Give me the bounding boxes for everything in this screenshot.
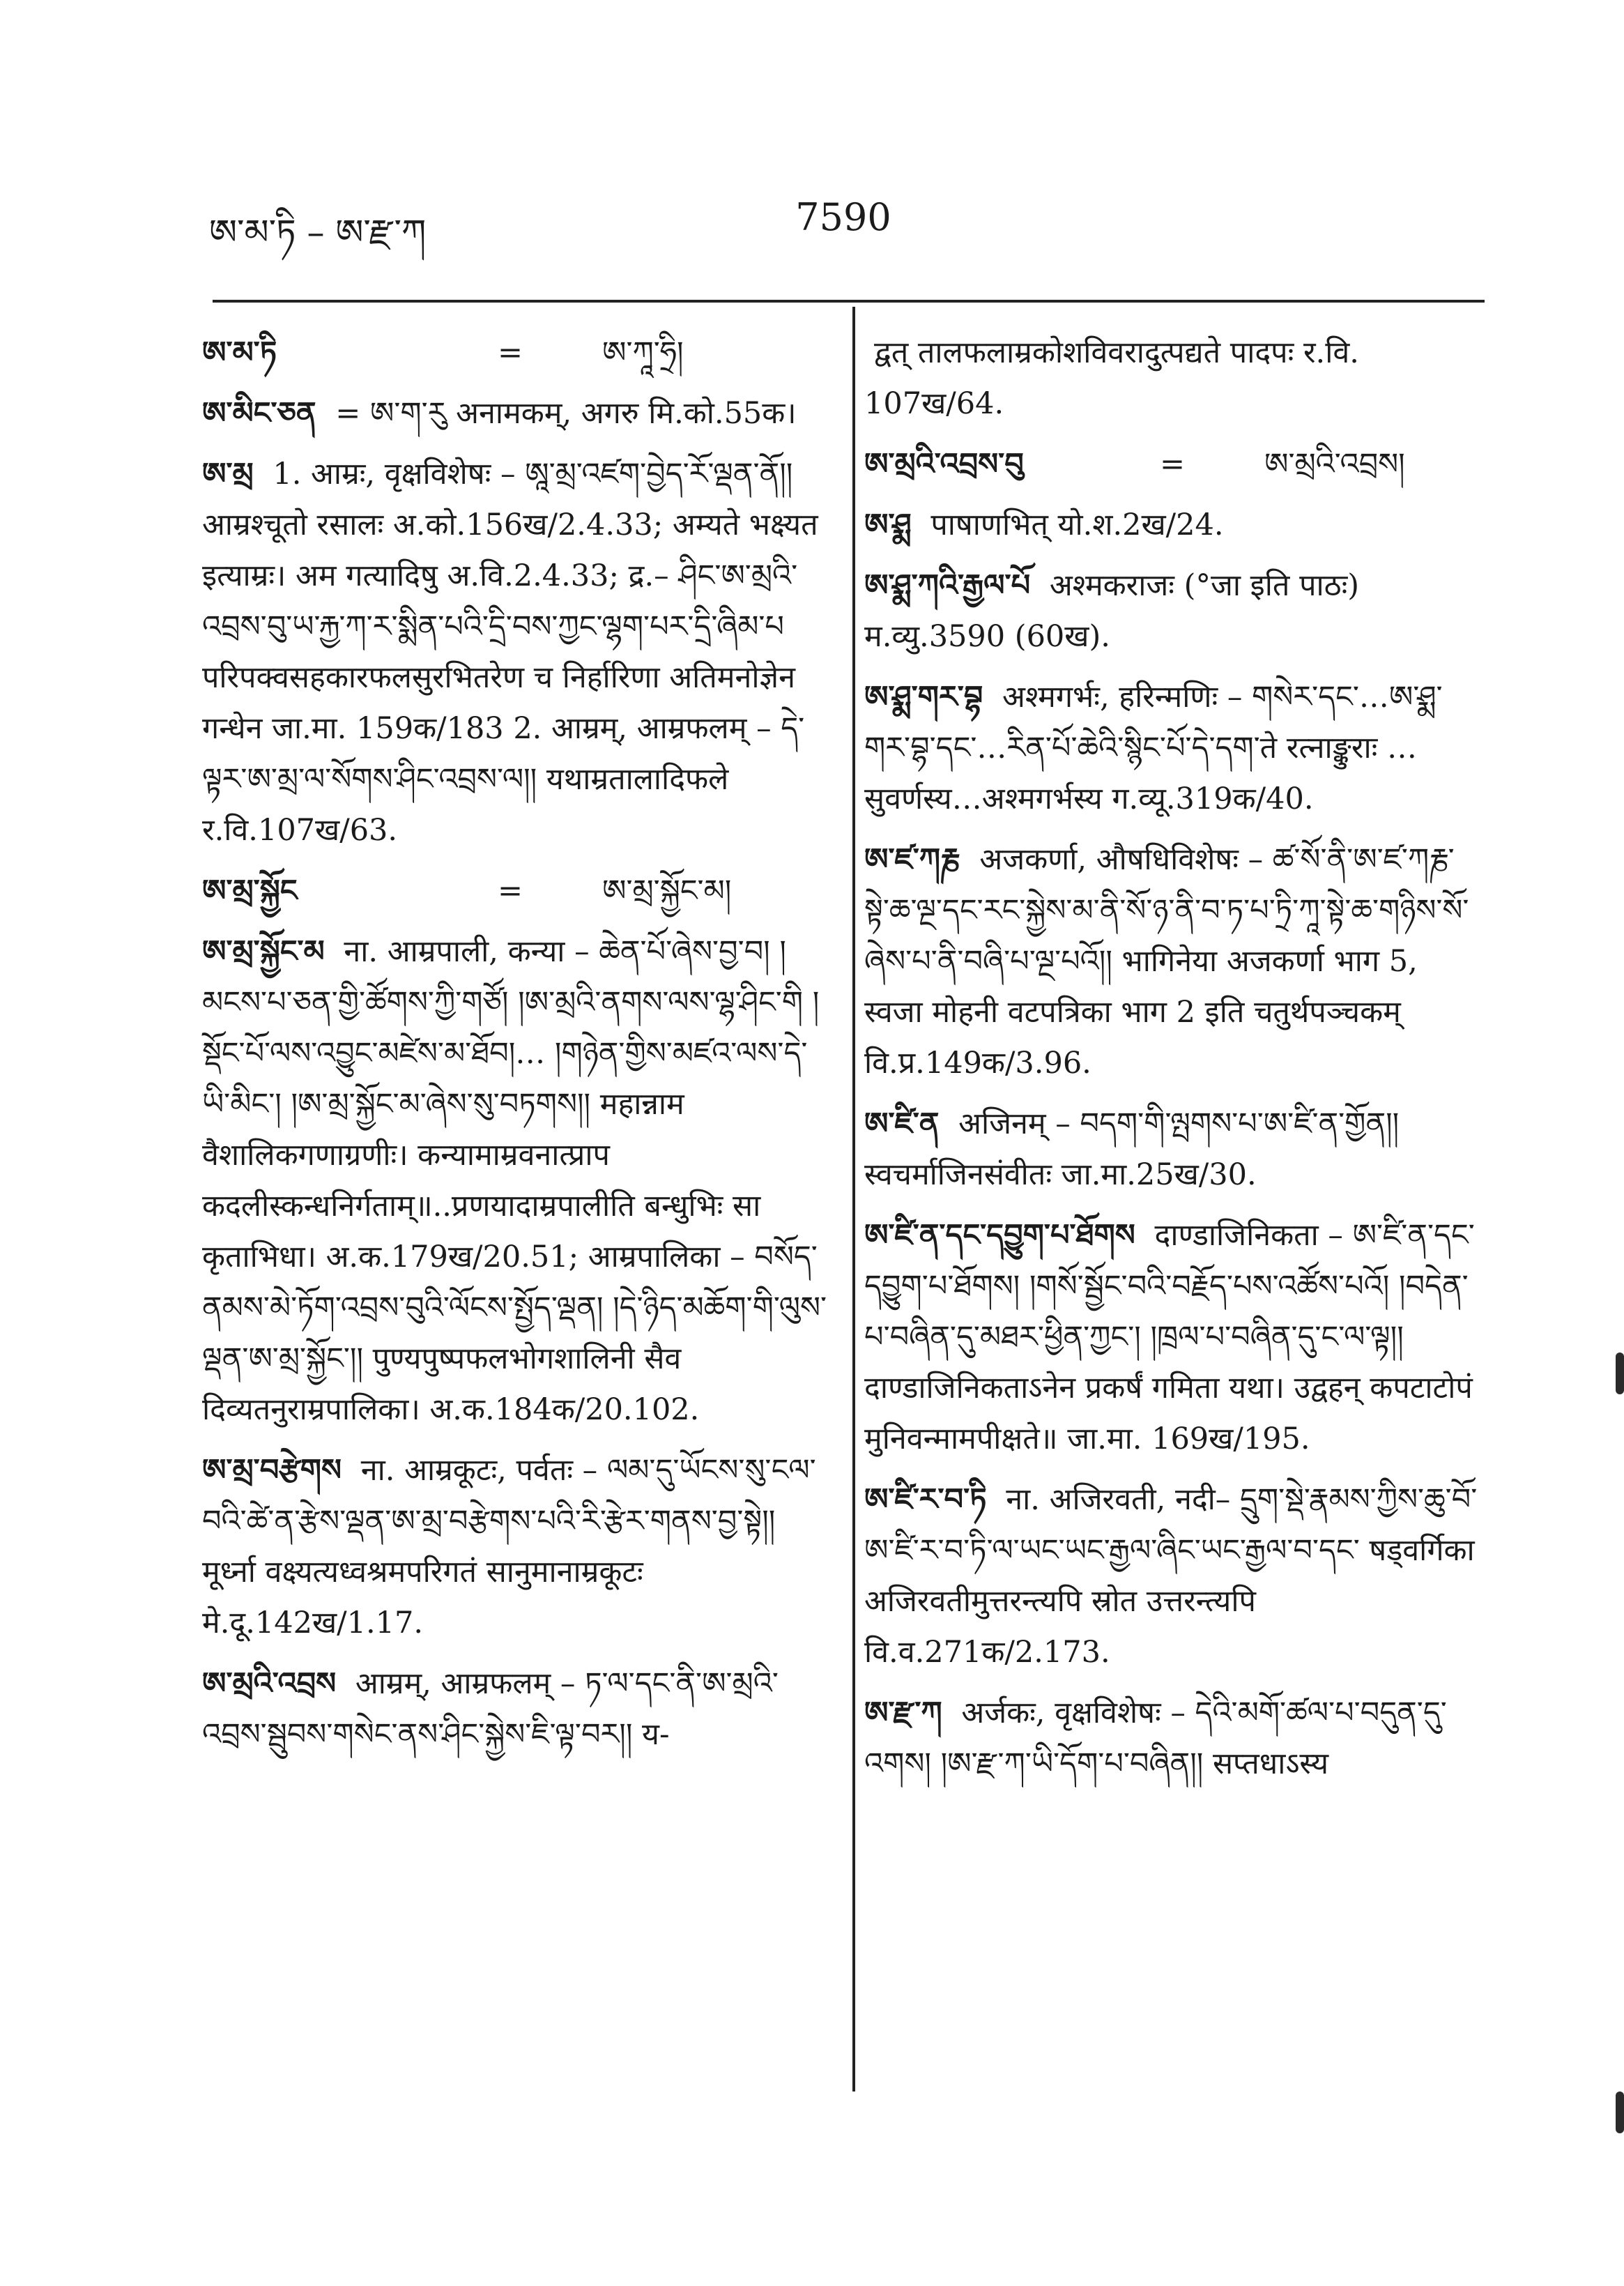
dictionary-entry-continuation: [864, 328, 1478, 429]
page-header: [202, 188, 1485, 252]
dictionary-entry: [864, 672, 1478, 825]
dictionary-entry: [864, 500, 1478, 551]
headword: ཨ་རྫ་ཀ: [864, 1696, 942, 1730]
entry-body: अजिनम् – བདག་གི་ལྤགས་པ་ཨ་ཛི་ན་གྱོན།། स्वचर्माजिनसंवीतः जा.मा.25ख/30.: [864, 1106, 1400, 1192]
headword: ཨ་མྲ་སྐྱོང: [202, 874, 298, 908]
entry-body: पाषाणभित् यो.श.2ख/24.: [930, 508, 1224, 542]
dictionary-entry: [202, 328, 829, 379]
dictionary-entry: [864, 1210, 1478, 1465]
equals-sign: =: [1160, 447, 1186, 482]
headword: ཨ་ཤྨ་ཀའི་རྒྱལ་པོ: [864, 568, 1031, 603]
headword: ཨ་ཛི་ན: [864, 1106, 940, 1141]
headword: ཨ་ཤྨ་གར་བྷ: [864, 680, 983, 715]
dictionary-entry: [864, 835, 1478, 1089]
headword: ཨ་ཛི་ན་དང་དབྱུག་པ་ཐོགས: [864, 1218, 1135, 1253]
entry-body: अजकर्णा, औषधिविशेषः – ཚ་སོ་ནི་ཨ་ཛ་ཀརྞ་སྟེ་ཆ་ལྔ་དང་རང་སྐྱེས་མ་ནི་སོ་ཉ་ནི་བ་ཏ་པ་ཏྲི་ཀཱ་སྟེ་ཆ་གཉིས་སོ་ཞེས་པ་ནི་བཞི་པ་ལྔ་པའོ།། भागिनेया अजकर्णा भाग 5, स्वजा मोहनी वटपत्रिका भाग 2 इति चतुर्थपञ्चकम् वि.प्र.149क/3.96.: [864, 842, 1469, 1081]
headword: ཨ་མྲའི་འབྲས་བུ: [864, 447, 1024, 482]
entry-body: द्वत् तालफलाम्रकोशविवरादुत्पद्यते पादपः र.वि. 107ख/64.: [864, 335, 1359, 421]
scan-edge-mark: [1616, 1352, 1624, 1394]
entry-body: 1. आम्रः, वृक्षविशेषः – ཨཱ་མྲ་འཛག་བྱེད་རོ་ལྡན་ནོ།། आम्रश्चूतो रसालः अ.को.156ख/2.4.33; अम्यते भक्ष्यत इत्याम्रः। अम गत्यादिषु अ.वि.2.4.33; द्र.– ཤིང་ཨ་མྲའི་འབྲས་བུ་ཡ་རྐྱ་ཀ་ར་སྨིན་པའི་དྲི་བས་ཀྱང་ལྷག་པར་དྲི་ཞིམ་པ परिपक्वसहकारफलसुरभितरेण च निर्हारिणा अतिमनोज्ञेन गन्धेन जा.मा. 159क/183 2. आम्रम्, आम्रफलम् – དེ་ལྟར་ཨ་མྲ་ལ་སོགས་ཤིང་འབྲས་ལ།། यथाम्रतालादिफले र.वि.107ख/63.: [202, 457, 818, 848]
dictionary-entry: [864, 561, 1478, 662]
headword: ཨ་མིང་ཅན: [202, 396, 316, 431]
entry-body: ཨ་ཀཱ་ཧྲི།: [602, 335, 684, 370]
entry-body: ཨ་མྲ་སྐྱོང་མ།: [602, 874, 732, 908]
entry-body: अश्मगर्भः, हरिन्मणिः – གསེར་དང་…ཨ་ཤྨ་གར་བྷ་དང་…རིན་པོ་ཆེའི་སྙིང་པོ་དེ་དག་ते रत्नाङ्कुराः …सुवर्णस्य…अश्मगर्भस्य ग.व्यू.319क/40.: [864, 680, 1443, 816]
dictionary-entry: [202, 388, 829, 439]
column-divider: [852, 307, 855, 2091]
dictionary-entry: [202, 1445, 829, 1649]
dictionary-entry: [202, 927, 829, 1435]
dictionary-entry: [864, 1688, 1478, 1790]
header-rule: [213, 300, 1485, 303]
right-column: [864, 328, 1478, 1799]
left-column: [202, 328, 829, 1770]
entry-body: ना. आम्रपाली, कन्या – ཆེན་པོ་ཞེས་བྱ་བ། །མངས་པ་ཅན་གྱི་ཚོགས་ཀྱི་གཙོ། །ཨ་མྲའི་ནགས་ལས་ལྷ་ཤིང་གི །སྡོང་པོ་ལས་འབྱུང་མཛེས་མ་ཐོབ།… །གཉེན་གྱིས་མཛའ་ལས་དེ་ཡི་མིང་། །ཨ་མྲ་སྐྱོང་མ་ཞེས་སུ་བཏགས།། महान्नाम वैशालिकगणाग्रणीः। कन्यामाम्रवनात्प्राप कदलीस्कन्धनिर्गताम्॥..प्रणयादाम्रपालीति बन्धुभिः सा कृताभिधा। अ.क.179ख/20.51; आम्रपालिका – བསོད་ནམས་མེ་ཏོག་འབྲས་བུའི་ལོངས་སྤྱོད་ལྡན། །དེ་ཉིད་མཆོག་གི་ལུས་ལྡན་ཨ་མྲ་སྐྱོང་།། पुण्यपुष्पफलभोगशालिनी सैव दिव्यतनुराम्रपालिका। अ.क.184क/20.102.: [202, 934, 827, 1427]
running-head: ཨ་མ་ཏི – ཨ་རྫ་ཀ: [209, 212, 427, 252]
headword: ཨ་མྲ་བརྩེགས: [202, 1453, 342, 1488]
entry-body: ना. आम्रकूटः, पर्वतः – ལམ་དུ་ཡོངས་སུ་ངལ་བའི་ཚེ་ན་རྩེས་ལྡན་ཨ་མྲ་བརྩེགས་པའི་རི་རྩེར་གནས་བྱ་སྟེ།། मूर्ध्ना वक्ष्यत्यध्वश्रमपरिगतं सानुमानाम्रकूटः मे.दू.142ख/1.17.: [202, 1453, 816, 1640]
scan-edge-mark: [1616, 2091, 1624, 2133]
dictionary-entry: [864, 439, 1478, 490]
entry-body: आम्रम्, आम्रफलम् – ཏ་ལ་དང་ནི་ཨ་མྲའི་འབྲས་སྦུབས་གསེང་ནས་ཤིང་སྐྱེས་ཇི་ལྟ་བར།། य-: [202, 1666, 779, 1752]
entry-body: अश्मकराजः (°जा इति पाठः) म.व्यु.3590 (60ख).: [864, 568, 1360, 654]
headword: ཨ་མྲའི་འབྲས: [202, 1666, 337, 1701]
equals-sign: =: [498, 335, 523, 370]
entry-body: ཨ་མྲའི་འབྲས།: [1264, 447, 1405, 482]
entry-body: अर्जकः, वृक्षविशेषः – དེའི་མགོ་ཚལ་པ་བདུན་དུ་འགས། །ཨ་རྫ་ཀ་ཡི་དོག་པ་བཞིན།། सप्तधाऽस्य: [864, 1696, 1447, 1781]
entry-body: = ཨ་ག་རུ अनामकम्, अगरु मि.को.55क।: [335, 396, 797, 431]
headword: ཨ་ཛི་ར་བ་ཏི: [864, 1482, 987, 1517]
headword: ཨ་མ་ཏི: [202, 335, 277, 370]
dictionary-entry: [202, 866, 829, 917]
headword: ཨ་མྲ: [202, 457, 254, 492]
page-number: 7590: [795, 195, 891, 239]
entry-body: ना. अजिरवती, नदी– དྲུག་སྡེ་རྣམས་ཀྱིས་ཆུ་བོ་ཨ་ཛི་ར་བ་ཏི་ལ་ཡང་ཡང་རྒྱལ་ཞིང་ཡང་རྒྱལ་བ་དང་ षड्वर्गिका अजिरवतीमुत्तरन्त्यपि स्रोत उत्तरन्त्यपि वि.व.271क/2.173.: [864, 1482, 1478, 1670]
equals-sign: =: [498, 874, 523, 908]
dictionary-entry: [864, 1099, 1478, 1201]
headword: ཨ་ཤྨ: [864, 508, 912, 542]
entry-body: दाण्डाजिनिकता – ཨ་ཛི་ན་དང་དབྱུག་པ་ཐོགས། །གསོ་སྦྱོང་བའི་བརྗོད་པས་འཚོས་པའོ། །བདེན་པ་བཞིན་དུ་མཐར་ཕྱིན་ཀྱང་། །ཁྲལ་པ་བཞིན་དུ་ང་ལ་ལྟ།། दाण्डाजिनिकताऽनेन प्रकर्षं गमिता यथा। उद्वहन् कपटाटोपं मुनिवन्मामपीक्षते॥ जा.मा. 169ख/195.: [864, 1218, 1475, 1456]
dictionary-entry: [864, 1475, 1478, 1678]
dictionary-entry: [202, 449, 829, 856]
dictionary-entry: [202, 1659, 829, 1760]
headword: ཨ་མྲ་སྐྱོང་མ: [202, 934, 325, 969]
headword: ཨ་ཛ་ཀརྞ: [864, 842, 960, 877]
